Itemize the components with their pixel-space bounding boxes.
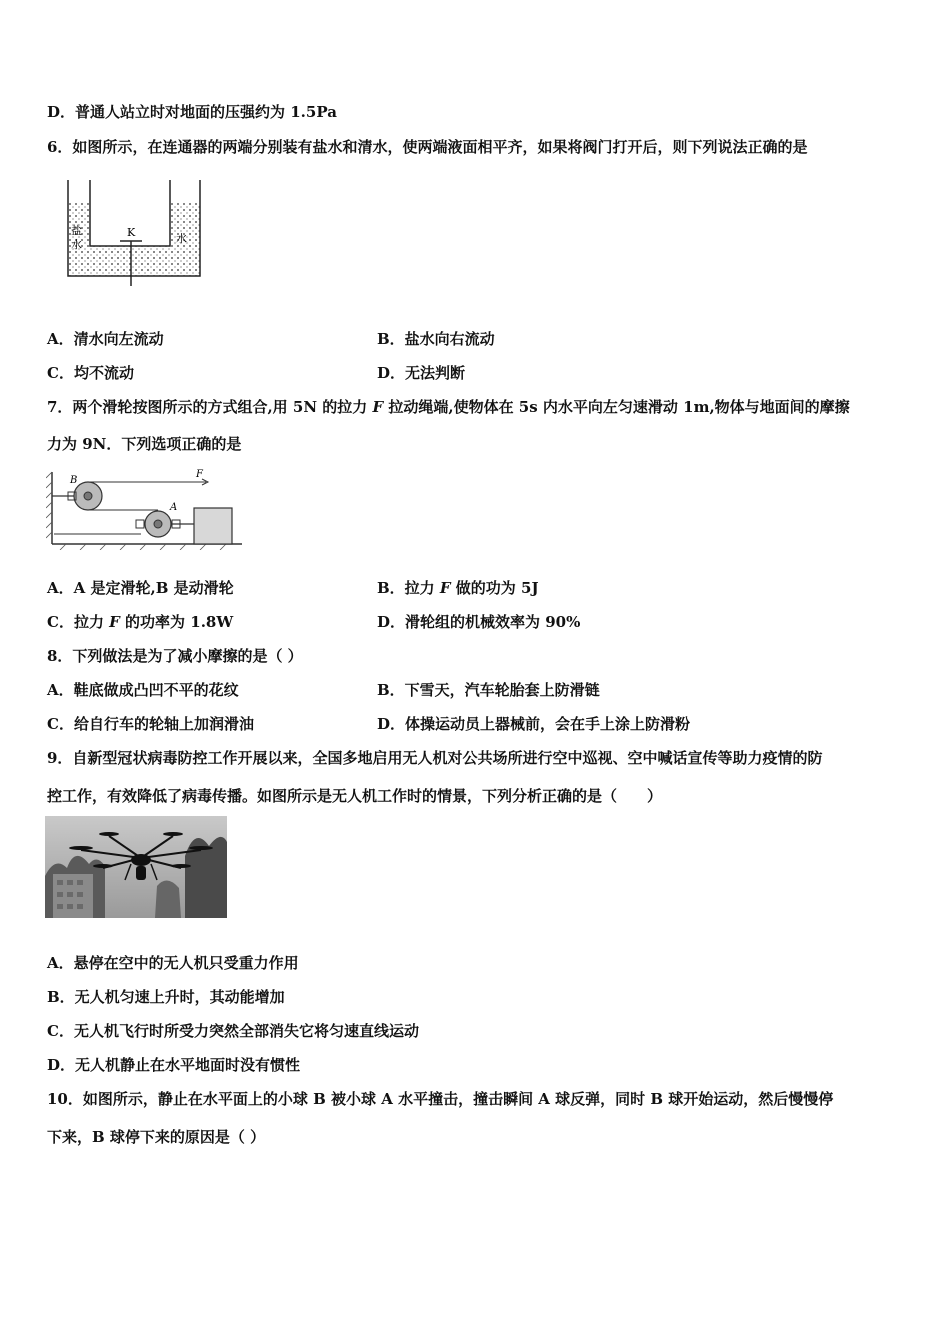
q7-option-d: D．滑轮组的机械效率为 90% bbox=[377, 613, 581, 631]
q6-option-b: B．盐水向右流动 bbox=[377, 330, 495, 348]
q6-stem: 6．如图所示，在连通器的两端分别装有盐水和清水，使两端液面相平齐，如果将阀门打开后，则下列说法正确的是 bbox=[47, 138, 808, 156]
q7-option-c: C．拉力 F 的功率为 1.8W bbox=[47, 613, 234, 631]
q6-label-water-right: 水 bbox=[176, 232, 187, 245]
q7-stem-line2: 力为 9N．下列选项正确的是 bbox=[47, 435, 242, 453]
q6-option-c: C．均不流动 bbox=[47, 364, 134, 382]
q9-option-a: A．悬停在空中的无人机只受重力作用 bbox=[47, 954, 299, 972]
q6-label-water-left: 水 bbox=[71, 238, 82, 251]
q9-option-c: C．无人机飞行时所受力突然全部消失它将匀速直线运动 bbox=[47, 1022, 419, 1040]
q6-option-a: A．清水向左流动 bbox=[47, 330, 164, 348]
q6-valve-label: K bbox=[127, 226, 136, 239]
q8-option-d: D．体操运动员上器械前，会在手上涂上防滑粉 bbox=[377, 715, 691, 733]
q9-stem-line2: 控工作，有效降低了病毒传播。如图所示是无人机工作时的情景，下列分析正确的是（ ） bbox=[47, 787, 663, 805]
q7-stem-line1: 7．两个滑轮按图所示的方式组合,用 5N 的拉力 F 拉动绳端,使物体在 5s 内水平向左匀速滑动 1m,物体与地面间的摩擦 bbox=[47, 398, 850, 416]
q7-pulley-figure bbox=[46, 468, 246, 550]
q7-label-b: B bbox=[70, 475, 78, 486]
q5-option-d: D．普通人站立时对地面的压强约为 1.5Pa bbox=[47, 103, 337, 121]
q8-option-c: C．给自行车的轮轴上加润滑油 bbox=[47, 715, 254, 733]
q7-label-a: A bbox=[170, 502, 178, 513]
q7-label-f: F bbox=[196, 469, 203, 480]
q6-option-d: D．无法判断 bbox=[377, 364, 466, 382]
q10-stem-line1: 10．如图所示，静止在水平面上的小球 B 被小球 A 水平撞击，撞击瞬间 A 球反弹，同时 B 球开始运动，然后慢慢停 bbox=[47, 1090, 834, 1108]
q9-drone-photo bbox=[45, 816, 227, 918]
q9-option-d: D．无人机静止在水平地面时没有惯性 bbox=[47, 1056, 301, 1074]
q7-option-a: A．A 是定滑轮,B 是动滑轮 bbox=[47, 579, 234, 597]
q6-label-salt: 盐 bbox=[71, 224, 82, 237]
q7-option-b: B．拉力 F 做的功为 5J bbox=[377, 579, 539, 597]
q6-connected-vessel-figure bbox=[62, 178, 208, 290]
q9-stem-line1: 9．自新型冠状病毒防控工作开展以来，全国多地启用无人机对公共场所进行空中巡视、空中喊话宣传等助力疫情的防 bbox=[47, 749, 823, 767]
q8-option-b: B．下雪天，汽车轮胎套上防滑链 bbox=[377, 681, 600, 699]
q10-stem-line2: 下来，B 球停下来的原因是（ ） bbox=[47, 1128, 266, 1146]
q9-option-b: B．无人机匀速上升时，其动能增加 bbox=[47, 988, 285, 1006]
q8-option-a: A．鞋底做成凸凹不平的花纹 bbox=[47, 681, 239, 699]
q8-stem: 8．下列做法是为了减小摩擦的是（ ） bbox=[47, 647, 303, 665]
